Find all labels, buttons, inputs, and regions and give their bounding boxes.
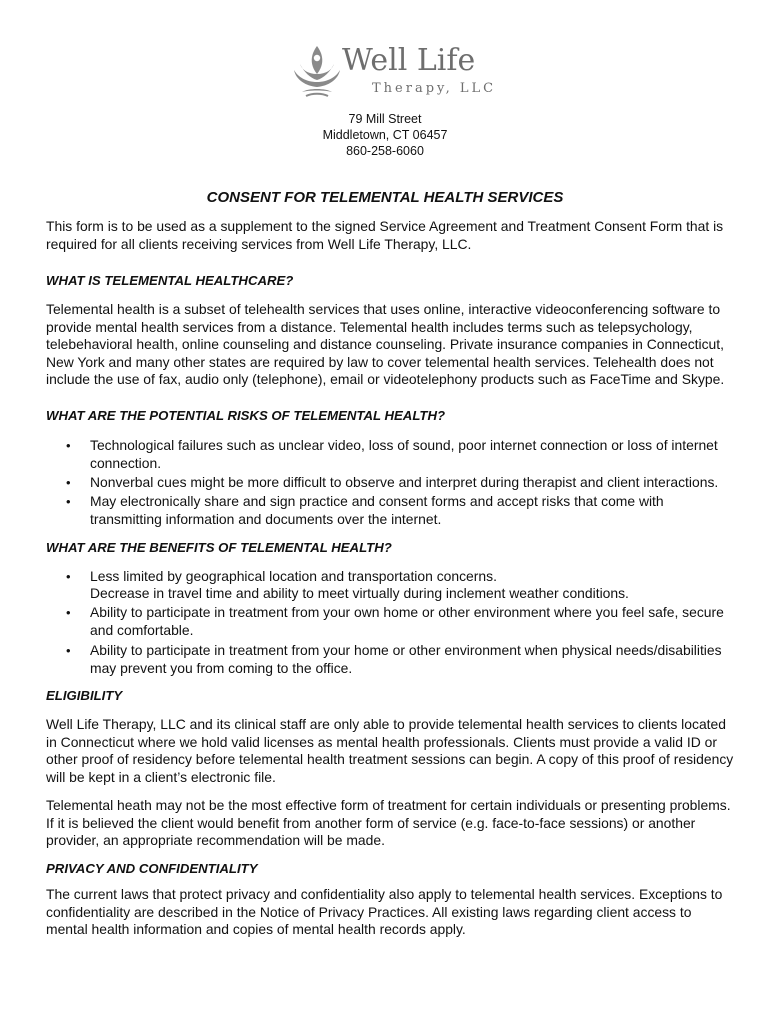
heading-what-is: WHAT IS TELEMENTAL HEALTHCARE? bbox=[46, 273, 294, 288]
benefit-item-1: Less limited by geographical location and transportation concerns. bbox=[90, 568, 497, 584]
bullet-icon: • bbox=[66, 475, 71, 490]
logo-subtitle-text: Therapy, LLC bbox=[372, 81, 497, 96]
privacy-paragraph: The current laws that protect privacy and confidentiality also apply to telemental health services. Exceptions to confidentiality are described in the Notice of Privacy Practices. All existing laws regarding client access to mental health information and copies of mental health records apply. bbox=[46, 886, 723, 937]
logo-name-text: Well Life bbox=[342, 43, 476, 78]
bullet-icon: • bbox=[66, 494, 71, 509]
risk-item-2: Nonverbal cues might be more difficult to observe and interpret during therapist and client interactions. bbox=[90, 474, 719, 490]
page-title: CONSENT FOR TELEMENTAL HEALTH SERVICES bbox=[206, 189, 564, 206]
bullet-icon: • bbox=[66, 605, 71, 620]
address-phone: 860-258-6060 bbox=[346, 144, 424, 158]
risk-item-1: Technological failures such as unclear video, loss of sound, poor internet connection or loss of internet connection. bbox=[90, 437, 718, 471]
intro-paragraph: This form is to be used as a supplement to the signed Service Agreement and Treatment Consent Form that is required for all clients receiving services from Well Life Therapy, LLC. bbox=[46, 218, 724, 252]
well-life-logo bbox=[292, 43, 497, 102]
lotus-figure-icon bbox=[292, 44, 342, 102]
address-city: Middletown, CT 06457 bbox=[322, 128, 448, 142]
bullet-icon: • bbox=[66, 438, 71, 453]
benefit-item-2: Decrease in travel time and ability to meet virtually during inclement weather conditions. bbox=[90, 585, 629, 601]
heading-privacy: PRIVACY AND CONFIDENTIALITY bbox=[46, 861, 258, 876]
benefit-item-3: Ability to participate in treatment from your own home or other environment where you feel safe, secure and comfortable. bbox=[90, 604, 724, 638]
risk-item-3: May electronically share and sign practice and consent forms and accept risks that come with transmitting information and documents over the internet. bbox=[90, 493, 664, 527]
address-street: 79 Mill Street bbox=[348, 112, 422, 126]
heading-benefits: WHAT ARE THE BENEFITS OF TELEMENTAL HEALTH? bbox=[46, 540, 392, 555]
heading-eligibility: ELIGIBILITY bbox=[46, 688, 123, 703]
heading-risks: WHAT ARE THE POTENTIAL RISKS OF TELEMENTAL HEALTH? bbox=[46, 408, 446, 423]
eligibility-paragraph-1: Well Life Therapy, LLC and its clinical staff are only able to provide telemental health services to clients located in Connecticut where we hold valid licenses as mental health professionals. Clients must provide a valid ID or other proof of residency before telemental health treatment sessions can begin. A copy of this proof of residency will be kept in a client’s electronic file. bbox=[46, 716, 734, 785]
eligibility-paragraph-2: Telemental heath may not be the most effective form of treatment for certain individuals or presenting problems. If it is believed the client would benefit from another form of service (e.g. face-to-face sessions) or another provider, an appropriate recommendation will be made. bbox=[46, 797, 731, 848]
benefit-item-4: Ability to participate in treatment from your home or other environment when physical needs/disabilities may prevent you from coming to the office. bbox=[90, 642, 722, 676]
bullet-icon: • bbox=[66, 643, 71, 658]
bullet-icon: • bbox=[66, 569, 71, 584]
what-is-paragraph: Telemental health is a subset of telehealth services that uses online, interactive videoconferencing software to provide mental health services from a distance. Telemental health includes terms such as telepsychology, telebehavioral health, online counseling and distance counseling. Private insurance companies in Connecticut, New York and many other states are required by law to cover telemental health services. Telehealth does not include the use of fax, audio only (telephone), email or videotelephony products such as FaceTime and Skype. bbox=[46, 301, 725, 387]
